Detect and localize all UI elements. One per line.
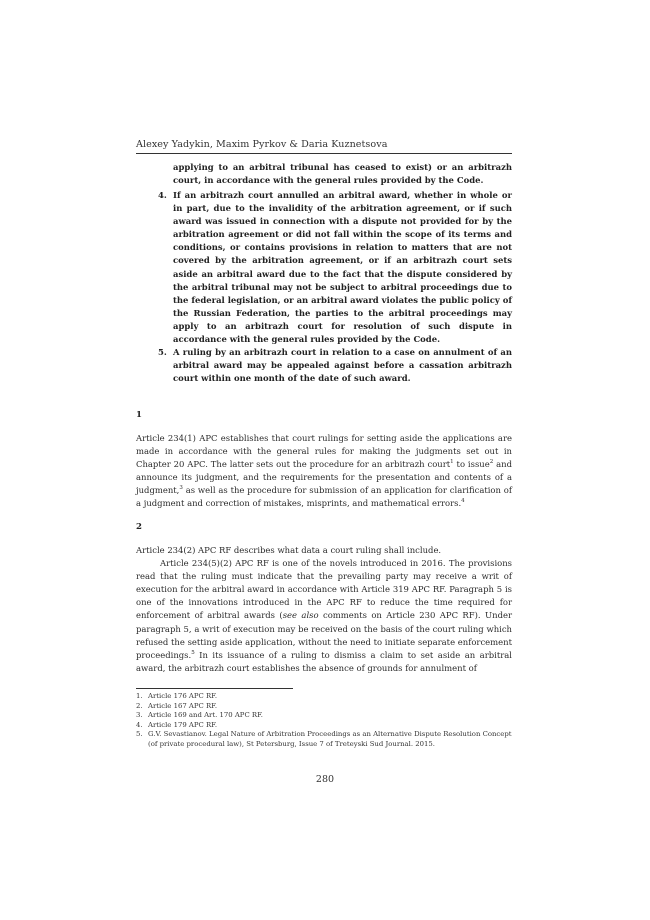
running-head: Alexey Yadykin, Maxim Pyrkov & Daria Kuznetsova	[136, 139, 388, 150]
footnotes	[136, 692, 512, 749]
footnote-ref[interactable]: 4	[461, 498, 465, 505]
footnote-number: 5.	[136, 730, 143, 738]
footnote-ref[interactable]: 1	[450, 459, 454, 466]
footnote	[136, 730, 512, 749]
footnote	[136, 702, 512, 712]
header-rule	[136, 153, 512, 154]
quoted-item-5	[136, 346, 512, 385]
footnote	[136, 692, 512, 702]
section-1-paragraph	[136, 432, 512, 511]
section-2-paragraph-2	[136, 557, 512, 675]
text-run: In its issuance of a ruling to dismiss a claim to set aside an arbitral award, the arbitrazh court establishes the absence of grounds for annulment of	[136, 649, 512, 673]
footnote-text: Article 176 APC RF.	[148, 692, 218, 700]
footnote-number: 1.	[136, 692, 143, 700]
text-run: as well as the procedure for submission of an application for clarification of a judgment and correction of mistakes, misprints, and mathematical errors.	[136, 485, 512, 509]
footnote-ref[interactable]: 3	[179, 485, 183, 492]
text-run: and announce its judgment, and the requirements for the presentation and contents of a judgment,	[136, 459, 512, 496]
footnote-text: G.V. Sevastianov. Legal Nature of Arbitration Proceedings as an Alternative Dispute Resolution Concept (of private procedural law), St Petersburg, Issue 7 of Treteyski Sud Journal. 2015.	[148, 730, 512, 748]
text-run: comments on Article 230 APC RF). Under paragraph 5, a writ of execution may be received on the basis of the court ruling which refused the setting aside application, without the need to initiate separate enforcement proceedings.	[136, 610, 512, 660]
footnote-number: 4.	[136, 720, 143, 729]
footnote-ref[interactable]: 2	[489, 459, 494, 466]
footnote-rule	[136, 688, 293, 689]
section-number: 2	[136, 522, 142, 532]
quoted-item-number: 4.	[158, 190, 167, 200]
section-2-text	[136, 544, 512, 675]
quoted-continuation: applying to an arbitral tribunal has ceased to exist) or an arbitrazh court, in accordance with the general rules provided by the Code.	[173, 162, 512, 186]
text-run: Article 234(5)(2) APC RF is one of the novels introduced in 2016. The provisions read that the ruling must indicate that the prevailing party may receive a writ of execution for the arbitral award in accordance with Article 319 APC RF. Paragraph 5 is one of the innovations introduced in the APC RF to reduce the time required for enforcement of arbitral awards (	[136, 558, 512, 621]
footnote-text: Article 167 APC RF.	[148, 701, 218, 710]
footnote	[136, 721, 512, 731]
footnote-number: 3.	[136, 711, 143, 719]
footnote-text: Article 169 and Art. 170 APC RF.	[148, 711, 263, 719]
text-run: to issue	[453, 459, 490, 470]
section-number: 1	[136, 410, 142, 420]
section-2-paragraph-1: Article 234(2) APC RF describes what data a court ruling shall include.	[136, 545, 442, 555]
quoted-item-4	[136, 189, 512, 346]
page-number: 280	[315, 774, 335, 785]
quoted-item-text: A ruling by an arbitrazh court in relation to a case on annulment of an arbitral award may be appealed against before a cassation arbitrazh court within one month of the date of such award.	[173, 347, 512, 384]
text-run: Article 234(1) APC establishes that court rulings for setting aside the applications are made in accordance with the general rules for making the judgments set out in Chapter 20 APC. The latter sets out the procedure for an arbitrazh court	[136, 433, 512, 470]
italic-text: see also	[282, 610, 319, 621]
quoted-item-number: 5.	[158, 347, 167, 357]
footnote-text: Article 179 APC RF.	[148, 720, 218, 729]
quoted-item-text: If an arbitrazh court annulled an arbitral award, whether in whole or in part, due to the invalidity of the arbitration agreement, or if such award was issued in connection with a dispute not provided for by the arbitration agreement or did not fall within the scope of its terms and conditions, or contains provisions in relation to matters that are not covered by the arbitration agreement, or if an arbitrazh court sets aside an arbitral award due to the fact that the dispute considered by the arbitral tribunal may not be subject to arbitral proceedings due to the federal legislation, or an arbitral award violates the public policy of the Russian Federation, the parties to the arbitral proceedings may apply to an arbitrazh court for resolution of such dispute in accordance with the general rules provided by the Code.	[173, 190, 512, 345]
footnote-number: 2.	[136, 701, 143, 710]
footnote	[136, 711, 512, 721]
footnote-ref[interactable]: 5	[191, 649, 195, 656]
